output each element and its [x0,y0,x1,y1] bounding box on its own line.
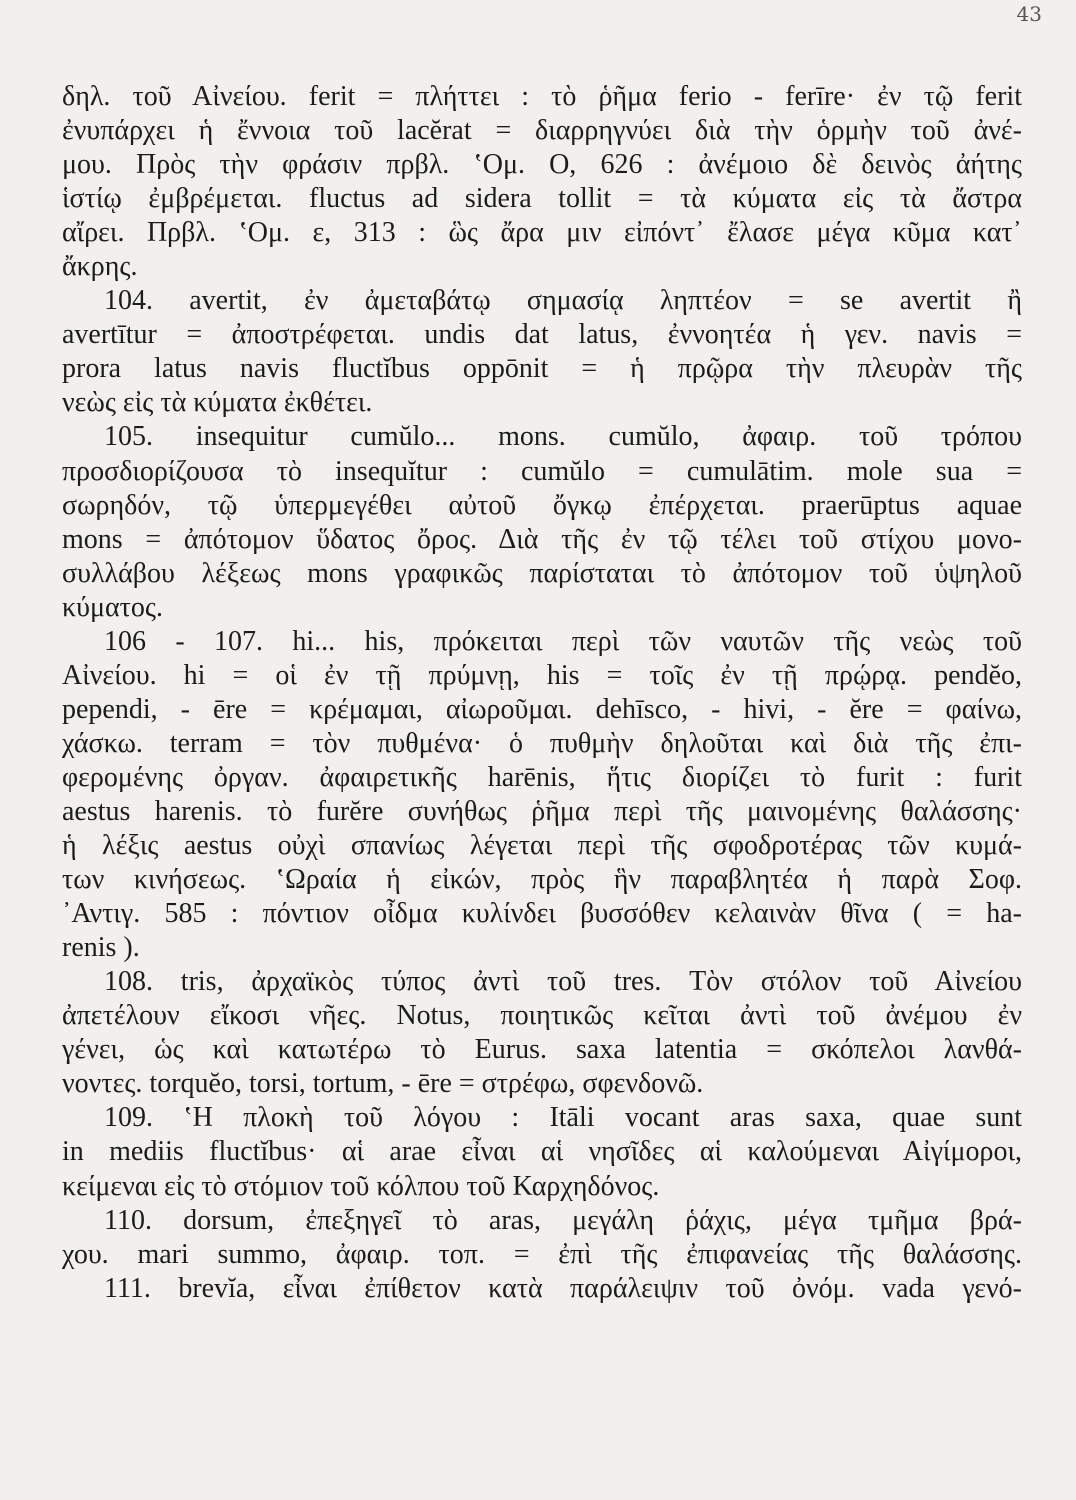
text-line: ἐνυπάρχει ἡ ἔννοια τοῦ lacĕrat = διαρρηγνύει διὰ τὴν ὁρμὴν τοῦ ἀνέ- [62,115,1022,147]
text-line: 104. avertit, ἐν ἀμεταβάτῳ σημασίᾳ ληπτέον = se avertit ἢ [104,285,1022,317]
text-line: 111. brevĭa, εἶναι ἐπίθετον κατὰ παράλειψιν τοῦ ὀνόμ. vada γενό- [104,1272,1022,1304]
text-line: δηλ. τοῦ Αἰνείου. ferit = πλήττει : τὸ ῥῆμα ferio - ferīre· ἐν τῷ ferit [62,81,1022,112]
text-line: Αἰνείου. hi = οἱ ἐν τῇ πρύμνῃ, his = τοῖς ἐν τῇ πρῴρᾳ. pendĕo, [62,659,1022,691]
text-line: renis ). [62,932,140,964]
text-line: in mediis fluctĭbus· αἱ arae εἶναι αἱ νησῖδες αἱ καλούμεναι Αἰγίμοροι, [62,1136,1022,1168]
page-number: 43 [1016,2,1042,26]
text-line: ἄκρης. [62,251,138,283]
text-line: prora latus navis fluctĭbus oppōnit = ἡ πρῷρα τὴν πλευρὰν τῆς [62,353,1022,385]
text-line: χου. mari summo, ἀφαιρ. τοπ. = ἐπὶ τῆς ἐπιφανείας τῆς θαλάσσης. [62,1238,1022,1270]
text-line: 110. dorsum, ἐπεξηγεῖ τὸ aras, μεγάλη ῥάχις, μέγα τμῆμα βρά- [104,1204,1022,1236]
text-line: ἀπετέλουν εἴκοσι νῆες. Notus, ποιητικῶς κεῖται ἀντὶ τοῦ ἀνέμου ἐν [62,1000,1022,1032]
text-line: προσδιορίζουσα τὸ insequĭtur : cumŭlo = cumulātim. mole sua = [62,455,1022,487]
text-line: κείμεναι εἰς τὸ στόμιον τοῦ κόλπου τοῦ Καρχηδόνος. [62,1170,660,1202]
commentary-text [62,80,1022,1306]
text-line: mons = ἀπότομον ὕδατος ὄρος. Διὰ τῆς ἐν τῷ τέλει τοῦ στίχου μονο- [62,523,1022,555]
text-line: γένει, ὡς καὶ κατωτέρω τὸ Eurus. saxa latentia = σκόπελοι λανθά- [62,1034,1022,1066]
text-line: 109. ʽΗ πλοκὴ τοῦ λόγου : Itāli vocant aras saxa, quae sunt [104,1102,1022,1134]
text-line: pependi, - ēre = κρέμαμαι, αἰωροῦμαι. dehīsco, - hivi, - ĕre = φαίνω, [62,693,1022,725]
text-line: μου. Πρὸς τὴν φράσιν πρβλ. ʽΟμ. Ο, 626 : ἀνέμοιο δὲ δεινὸς ἀήτης [62,149,1022,181]
text-line: ἡ λέξις aestus οὐχὶ σπανίως λέγεται περὶ τῆς σφοδροτέρας τῶν κυμά- [62,830,1022,862]
text-line: κύματος. [62,591,163,623]
text-line: φερομένης ὀργαν. ἀφαιρετικῆς harēnis, ἥτις διορίζει τὸ furit : furit [62,761,1022,793]
text-line: των κινήσεως. ʽΩραία ἡ εἰκών, πρὸς ἣν παραβλητέα ἡ παρὰ Σοφ. [62,864,1022,896]
text-line: 106 - 107. hi... his, πρόκειται περὶ τῶν ναυτῶν τῆς νεὼς τοῦ [104,625,1022,657]
text-line: νοντες. torquĕo, torsi, tortum, - ēre = στρέφω, σφενδονῶ. [62,1068,704,1100]
text-line: αἴρει. Πρβλ. ʽΟμ. ε, 313 : ὣς ἄρα μιν εἰπόντ᾽ ἔλασε μέγα κῦμα κατ᾽ [62,217,1022,249]
text-line: ἱστίῳ ἐμβρέμεται. fluctus ad sidera tollit = τὰ κύματα εἰς τὰ ἄστρα [62,183,1022,215]
text-line: avertītur = ἀποστρέφεται. undis dat latus, ἐννοητέα ἡ γεν. navis = [62,319,1022,351]
text-line: σωρηδόν, τῷ ὑπερμεγέθει αὐτοῦ ὄγκῳ ἐπέρχεται. praerūptus aquae [62,489,1022,521]
text-line: aestus harenis. τὸ furĕre συνήθως ῥῆμα περὶ τῆς μαινομένης θαλάσσης· [62,795,1022,827]
text-line: 108. tris, ἀρχαϊκὸς τύπος ἀντὶ τοῦ tres. Τὸν στόλον τοῦ Αἰνείου [104,966,1022,998]
text-line: νεὼς εἰς τὰ κύματα ἐκθέτει. [62,387,373,419]
text-line: 105. insequitur cumŭlo... mons. cumŭlo, ἀφαιρ. τοῦ τρόπου [104,421,1022,453]
text-line: ᾽Αντιγ. 585 : πόντιον οἶδμα κυλίνδει βυσσόθεν κελαινὰν θῖνα ( = ha- [62,898,1022,930]
text-line: χάσκω. terram = τὸν πυθμένα· ὁ πυθμὴν δηλοῦται καὶ διὰ τῆς ἐπι- [62,727,1022,759]
text-line: συλλάβου λέξεως mons γραφικῶς παρίσταται τὸ ἀπότομον τοῦ ὑψηλοῦ [62,557,1022,589]
